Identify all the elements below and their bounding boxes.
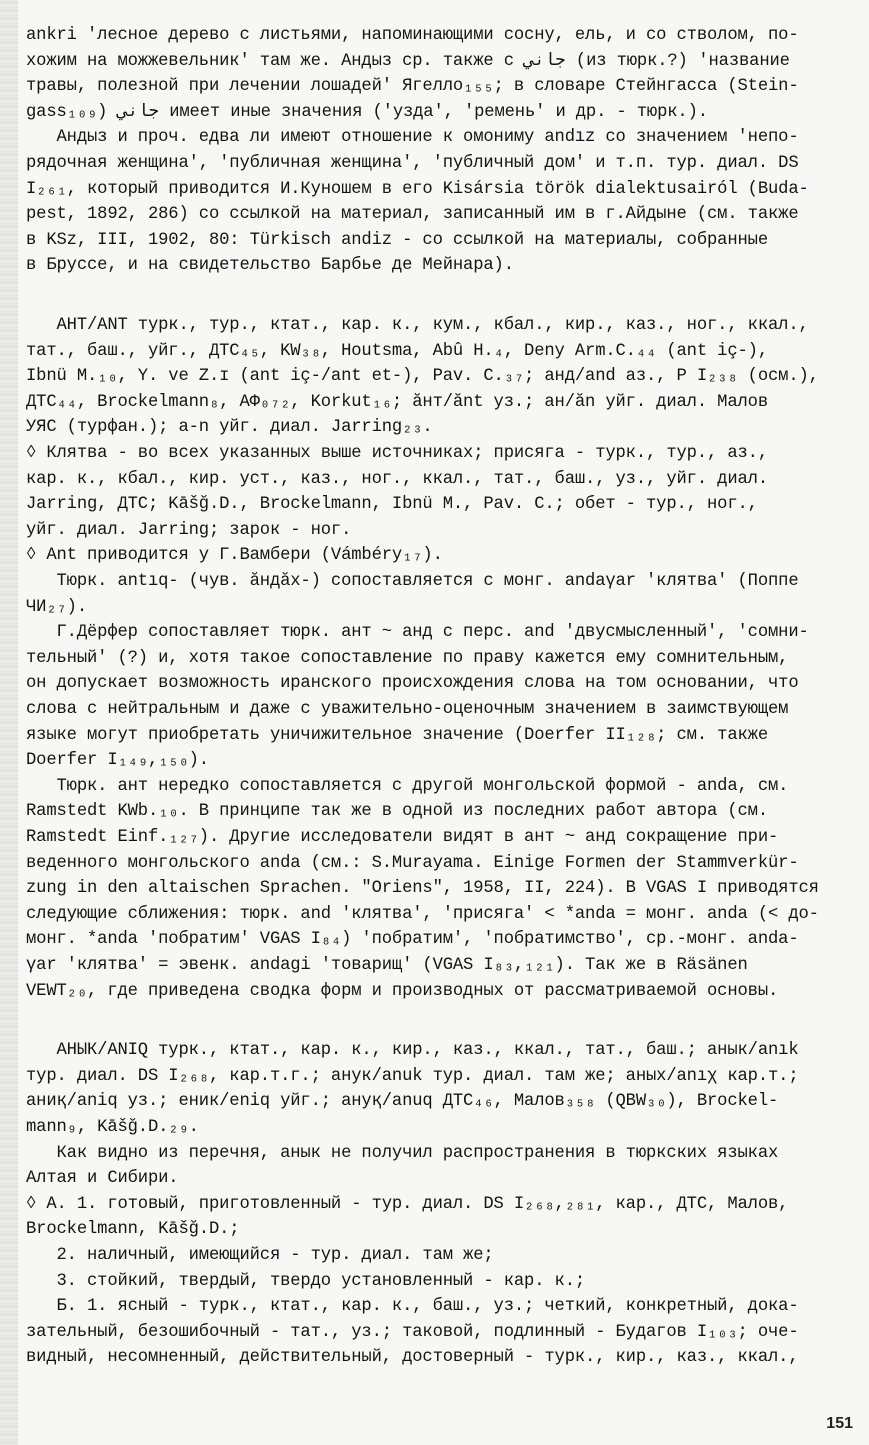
text-line: зательный, безошибочный - тат., уз.; таковой, подлинный - Будагов I₁₀₃; оче-	[26, 1322, 799, 1342]
text-line: слова с нейтральным и даже с уважительно-оценочным значением в заимствующем	[26, 700, 789, 719]
text-line: языке могут приобретать уничижительное значение (Doerfer II₁₂₈; см. также	[26, 725, 768, 745]
text-line: кар. к., кбал., кир. уст., каз., ног., ккал., тат., баш., уз., уйг. диал.	[26, 469, 768, 489]
text-line: ◊ А. 1. готовый, приготовленный - тур. диал. DS I₂₆₈,₂₈₁, кар., ДТС, Малов,	[26, 1194, 789, 1214]
text-line: 3. стойкий, твердый, твердо установленный - кар. к.;	[26, 1271, 586, 1291]
text-line: Г.Дёрфер сопоставляет тюрк. ант ~ анд с перс. and 'двусмысленный', 'сомни-	[26, 623, 809, 643]
text-line: тат., баш., уйг., ДТС₄₅, KW₃₈, Houtsma, Abû H.₄, Deny Arm.C.₄₄ (ant iç-),	[26, 341, 768, 361]
text-line: Тюрк. ант нередко сопоставляется с другой монгольской формой - anda, см.	[26, 776, 789, 796]
text-line: Тюрк. antıq- (чув. ăндăх-) сопоставляется с монг. andaγar 'клятва' (Поппе	[26, 572, 799, 591]
text-line: УЯС (турфан.); a-n уйг. диал. Jarring₂₃.	[26, 418, 433, 438]
text-line: Б. 1. ясный - турк., ктат., кар. к., баш., уз.; четкий, конкретный, дока-	[26, 1297, 799, 1317]
text-line: травы, полезной при лечении лошадей' Ягеллo₁₅₅; в словаре Стейнгасса (Stein-	[26, 77, 799, 97]
text-line: веденного монгольского anda (см.: S.Murayama. Einige Formen der Stammverkür-	[26, 853, 799, 873]
text-line: он допускает возможность иранского происхождения слова на том основании, что	[26, 674, 799, 694]
text-line: Как видно из перечня, анык не получил распространения в тюркских языках	[26, 1143, 779, 1163]
text-line: gass₁₀₉) جاني имеет иные значения ('узда', 'ремень' и др. - тюрк.).	[26, 102, 708, 122]
text-line: следующие сближения: тюрк. and 'клятва', 'присяга' < *anda = монг. anda (< до-	[26, 904, 819, 924]
text-line: уйг. диал. Jarring; зарок - ног.	[26, 520, 352, 540]
text-line: Doerfer I₁₄₉,₁₅₀).	[26, 751, 209, 771]
text-line: хожим на можжевельник' там же. Андыз ср. также с جاني (из тюрк.?) 'название	[26, 51, 790, 71]
text-line: Алтая и Сибири.	[26, 1169, 179, 1189]
text-line: ДТС₄₄, Brockelmann₈, АФ₀₇₂, Korkut₁₆; ăнт/ănt уз.; ан/ăn уйг. диал. Малов	[26, 392, 768, 412]
text-line: в Бруссе, и на свидетельство Барбье де Мейнара).	[26, 256, 514, 276]
text-line: АНЫК/ANIQ турк., ктат., кар. к., кир., каз., ккал., тат., баш.; анык/anık	[26, 1041, 799, 1061]
text-line: монг. *anda 'побратим' VGAS I₈₄) 'побратим', 'побратимство', ср.-монг. anda-	[26, 930, 799, 950]
text-line: Ibnü M.₁₀, Y. ve Z.ɪ (ant iç-/ant et-), Pav. C.₃₇; анд/and аз., P I₂₃₈ (осм.),	[26, 367, 819, 387]
text-line: аниқ/aniq уз.; еник/eniq уйг.; ануқ/anuq ДТС₄₆, Малов₃₅₈ (QBW₃₀), Brockel-	[26, 1092, 779, 1112]
text-line: ankri 'лесное дерево с листьями, напоминающими сосну, ель, и со стволом, по-	[26, 26, 799, 45]
text-line: ◊ Ant приводится у Г.Вамбери (Vámbéry₁₇).	[26, 546, 443, 566]
text-line: АНТ/ANT турк., тур., ктат., кар. к., кум., кбал., кир., каз., ног., ккал.,	[26, 316, 809, 335]
text-line: Brockelmann, Kāšğ.D.;	[26, 1220, 240, 1240]
text-line: Андыз и проч. едва ли имеют отношение к омониму andız со значением 'непо-	[26, 128, 799, 148]
text-line: тур. диал. DS I₂₆₈, кар.т.г.; анук/anuk тур. диал. там же; аных/anıχ кар.т.;	[26, 1066, 799, 1086]
text-line: VEWT₂₀, где приведена сводка форм и производных от рассматриваемой основы.	[26, 981, 779, 1001]
text-line: I₂₆₁, который приводится И.Куношем в его Kisársia török dialektusairól (Buda-	[26, 179, 809, 199]
text-line: Ramstedt KWb.₁₀. В принципе так же в одной из последних работ автора (см.	[26, 802, 768, 822]
text-line: Ramstedt Einf.₁₂₇). Другие исследователи видят в ант ~ анд сокращение при-	[26, 828, 779, 847]
text-line: ЧИ₂₇).	[26, 597, 87, 617]
text-line: рядочная женщина', 'публичная женщина', 'публичный дом' и т.п. тур. диал. DS	[26, 154, 799, 173]
text-line: pest, 1892, 286) со ссылкой на материал, записанный им в г.Айдыне (см. также	[26, 205, 799, 225]
text-line: ◊ Клятва - во всех указанных выше источниках; присяга - турк., тур., аз.,	[26, 444, 768, 463]
text-line: mann₉, Kāšğ.D.₂₉.	[26, 1118, 199, 1137]
text-line: γar 'клятва' = эвенк. andagi 'товарищ' (VGAS I₈₃,₁₂₁). Так же в Räsänen	[26, 956, 748, 975]
text-line: zung in den altaischen Sprachen. "Oriens", 1958, II, 224). В VGAS I приводятся	[26, 879, 819, 899]
text-line: 2. наличный, имеющийся - тур. диал. там же;	[26, 1246, 494, 1265]
text-line: Jarring, ДТС; Kāšğ.D., Brockelmann, Ibnü M., Pav. C.; обет - тур., ног.,	[26, 495, 758, 515]
page-number: 151	[826, 1415, 853, 1432]
page-scan-edge	[0, 0, 18, 1445]
text-line: видный, несомненный, действительный, достоверный - турк., кир., каз., ккал.,	[26, 1348, 799, 1368]
text-line: тельный' (?) и, хотя такое сопоставление по праву кажется ему сомнительным,	[26, 648, 789, 668]
text-line: в KSz, III, 1902, 80: Türkisch andiz - со ссылкой на материалы, собранные	[26, 230, 768, 250]
